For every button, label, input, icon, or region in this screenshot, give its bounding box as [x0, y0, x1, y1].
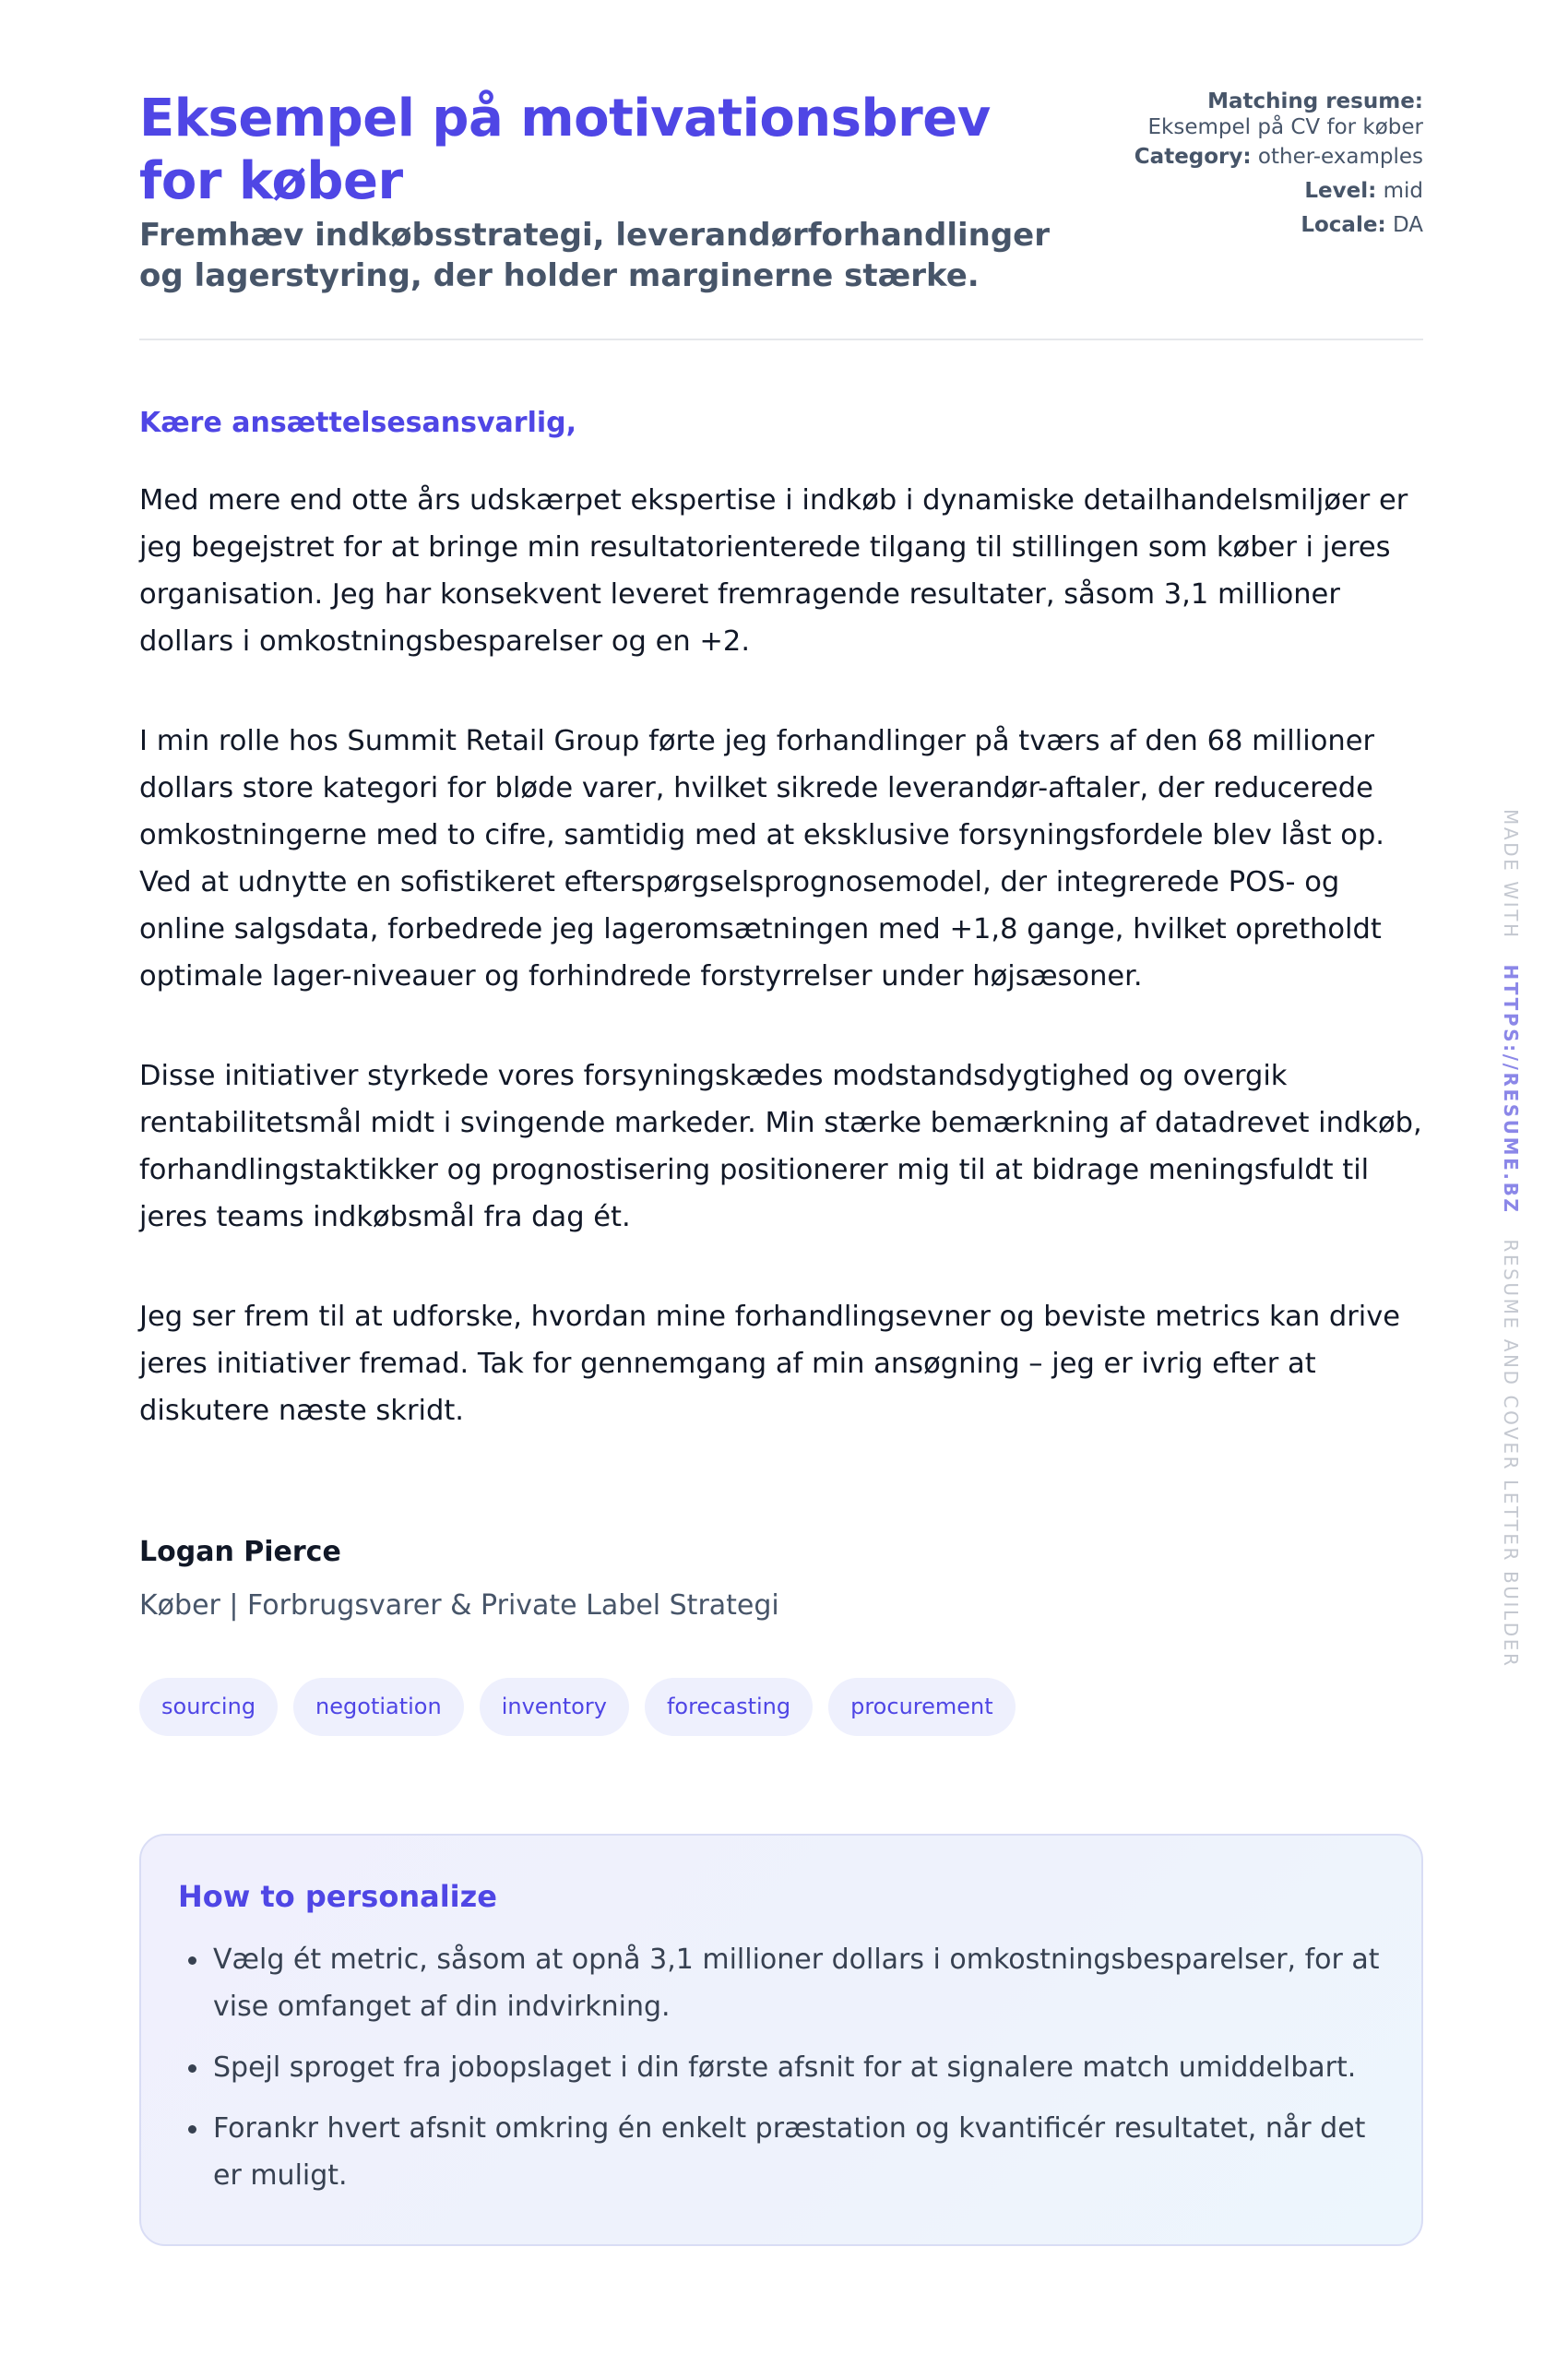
letter-paragraph: I min rolle hos Summit Retail Group førte jeg forhandlinger på tværs af den 68 millioner dollars store kategori for bløde varer, hvilket sikrede leverandør-aftaler, der reducerede omkostningerne med to cifre, samtidig med at eksklusive forsyningsfordele blev låst op. Ved at udnytte en sofistikeret efterspørgselsprognosemodel, der integrerede POS- og online salgsdata, forbedrede jeg lageromsætningen med +1,8 gange, hvilket opretholdt optimale lager-niveauer og forhindrede forstyrrelser under højsæsoner. — [139, 725, 1384, 993]
watermark — [1500, 809, 1522, 1669]
tag-chip[interactable]: sourcing — [139, 1678, 278, 1736]
letter-paragraph: Jeg ser frem til at udforske, hvordan mine forhandlingsevner og beviste metrics kan drive jeres initiativer fremad. Tak for gennemgang af min ansøgning – jeg er ivrig efter at diskutere næste skridt. — [139, 1301, 1401, 1427]
page-header — [139, 0, 1423, 340]
level-label: Level: — [1304, 179, 1377, 203]
tag-chip[interactable]: inventory — [480, 1678, 629, 1736]
letter-body — [139, 405, 1423, 1624]
signature-name: Logan Pierce — [139, 1536, 341, 1568]
tag-chip[interactable]: negotiation — [293, 1678, 464, 1736]
salutation: Kære ansættelsesansvarlig, — [139, 407, 577, 439]
personalize-list — [178, 1936, 1384, 2199]
watermark-link[interactable]: HTTPS://RESUME.BZ — [1500, 964, 1522, 1215]
watermark-prefix: MADE WITH — [1500, 809, 1522, 940]
cover-letter-page — [139, 0, 1423, 2246]
watermark-suffix: RESUME AND COVER LETTER BUILDER — [1500, 1239, 1522, 1669]
locale-label: Locale: — [1301, 213, 1386, 237]
category-value: other-examples — [1257, 145, 1423, 169]
letter-paragraph: Disse initiativer styrkede vores forsyningskædes modstandsdygtighed og overgik rentabilitetsmål midt i svingende markeder. Min stærke bemærkning af datadrevet indkøb, forhandlingstaktikker og prognostisering positionerer mig til at bidrage meningsfuldt til jeres teams indkøbsmål fra dag ét. — [139, 1060, 1422, 1233]
tag-chip[interactable]: procurement — [828, 1678, 1016, 1736]
page-subtitle: Fremhæv indkøbsstrategi, leverandørforhandlinger og lagerstyring, der holder marginerne stærke. — [139, 217, 1050, 294]
tag-list — [139, 1678, 1423, 1736]
personalize-item: Spejl sproget fra jobopslaget i din første afsnit for at signalere match umiddelbart. — [178, 2044, 1384, 2091]
category-label: Category: — [1134, 145, 1252, 169]
tag-chip[interactable]: forecasting — [645, 1678, 813, 1736]
personalize-title: How to personalize — [178, 1879, 497, 1914]
personalize-card — [139, 1834, 1423, 2246]
meta-panel — [1134, 89, 1423, 243]
page-title: Eksempel på motivationsbrev for køber — [139, 89, 991, 211]
signature-title: Køber | Forbrugsvarer & Private Label Strategi — [139, 1589, 779, 1622]
matching-resume-link[interactable]: Eksempel på CV for køber — [1147, 115, 1423, 139]
level-value: mid — [1383, 179, 1423, 203]
matching-resume-label: Matching resume: — [1207, 89, 1423, 113]
personalize-item: Forankr hvert afsnit omkring én enkelt præstation og kvantificér resultatet, når det er muligt. — [178, 2105, 1384, 2199]
locale-value: DA — [1392, 213, 1423, 237]
letter-paragraph: Med mere end otte års udskærpet ekspertise i indkøb i dynamiske detailhandelsmiljøer er jeg begejstret for at bringe min resultatorienterede tilgang til stillingen som køber i jeres organisation. Jeg har konsekvent leveret fremragende resultater, såsom 3,1 millioner dollars i omkostningsbesparelser og en +2. — [139, 484, 1408, 658]
personalize-item: Vælg ét metric, såsom at opnå 3,1 millioner dollars i omkostningsbesparelser, for at vise omfanget af din indvirkning. — [178, 1936, 1384, 2030]
